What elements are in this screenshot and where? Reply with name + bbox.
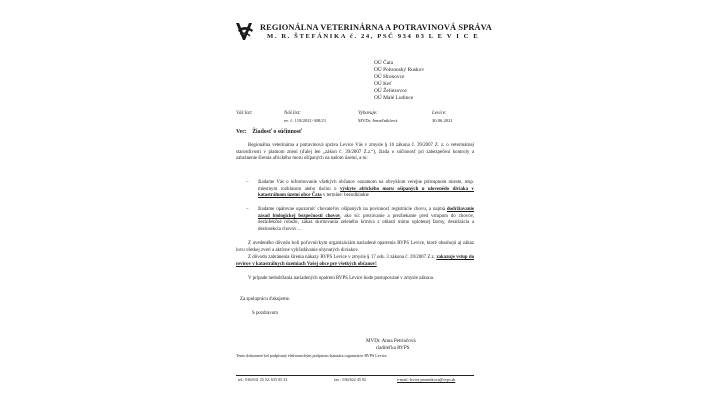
footer-fax: fax : 036/622 45 92 [334, 377, 367, 382]
our-letter-label: Náš list: [284, 111, 301, 116]
prepared-by-label: Vybavuje: [358, 111, 378, 116]
bullet-biosecurity: žiadame opätovne upozorniť chovateľov ošípaných na povinnosť registrácie chovu, a najmä dodržiavanie zásad biologickej bezpečnosti chovov, ako sú: prezúvanie a prezliekanie pred vstupom do chovov, dezinfekčné rohože, zákaz skrmovania zeleného krmiva z oblastí mimo oplotenej farmy, deratizácia a dezinsekcia chovov… [258, 207, 474, 232]
our-letter-value: ev. č. 118/2021-308/21 [284, 118, 327, 123]
greeting-line: S pozdravom [252, 311, 278, 316]
penalty-paragraph: V prípade nedodržania nariadených opatrení RVPS Levice bude postupované v zmysle zákona. [248, 276, 435, 281]
subject-line [236, 129, 302, 135]
letter-date: 30.06.2021 [432, 118, 453, 123]
place-label: Levice: [432, 111, 447, 116]
thanks-line: Za spoluprácu ďakujeme. [240, 297, 291, 302]
recipient: OÚ Želiezovce [374, 88, 407, 94]
your-letter-label: Váš list: [236, 111, 253, 116]
rvps-logo [234, 20, 256, 46]
footer-divider [236, 375, 474, 376]
recipient: OÚ Hronovce [374, 74, 405, 80]
e-signature-note: Tento dokument bol podpísaný elektronickým podpisom štatutára organizácie RVPS Levice. [236, 353, 388, 358]
org-address: M. R. ŠTEFÁNIKA č. 24, PSČ 934 03 L E V I C E [267, 33, 480, 40]
footer-email[interactable]: e-mail: levice.jemenikova@svps.sk [397, 377, 456, 382]
signatory-title: riaditeľka RVPS [376, 345, 410, 351]
bullet-dash: – [246, 207, 249, 212]
org-name: REGIONÁLNA VETERINÁRNA A POTRAVINOVÁ SPRÁVA [260, 23, 492, 32]
recipient: OÚ Pohronský Ruskov [374, 67, 425, 73]
prepared-by-value: MVDr. Jemeľniklová [358, 118, 398, 123]
signatory-name: MVDr. Anna Petrinčová [366, 338, 416, 344]
subject-prefix: Vec: [236, 129, 247, 135]
recipient: OÚ Malé Ludince [374, 95, 414, 101]
subject-text: Žiadosť o súčinnosť [252, 129, 303, 135]
bullet-dash: – [246, 180, 249, 185]
ban-paragraph: Z dôvodu zabránenia šírenia nákazy RVPS Levice v zmysle § 17 ods. 3 zákona č. 39/2007 Z.z. zakazuje vstup do revírov v katastrálnych územiach Vašej obce pre všetkých občanov! [236, 255, 475, 267]
footer-phone: tel.: 036/631 25 52, 635 05 33 [238, 377, 288, 382]
recipient: OÚ Keť [374, 81, 392, 87]
bullet-inform-citizens: žiadame Vás o informovanie všetkých občanov oznamom na obvyklom verejne prístupnom mieste, resp. miestnym rozhlasom alebo tlačou o výskyte afrického moru ošípaných u ulovenédo diviaka v katastrálnom území obce Čata v termíne: bezodkladne [258, 180, 474, 199]
hunting-paragraph: Z uvedeného dôvodu boli poľovníckym organizáciám nariadené opatrenia RVPS Levice, ktoré obsahujú aj zákaz lovu všetkej zveri a aktívne vyhľadávanie uhynutých diviakov. [236, 241, 474, 253]
recipient: OÚ Čata [374, 60, 394, 66]
intro-paragraph: Regionálna veterinárna a potravinová správa Levice Vás v zmysle § 16 zákona č. 39/2007 Z. z. o veterinárnej starostlivosti v platnom znení (ďalej len „zákon č. 39/2007 Z.z.“), žiada o súčinnosť pri zabezpečení kontroly a zabránenie šírenia afrického moru ošípaných na našom území, a to: [236, 143, 474, 162]
